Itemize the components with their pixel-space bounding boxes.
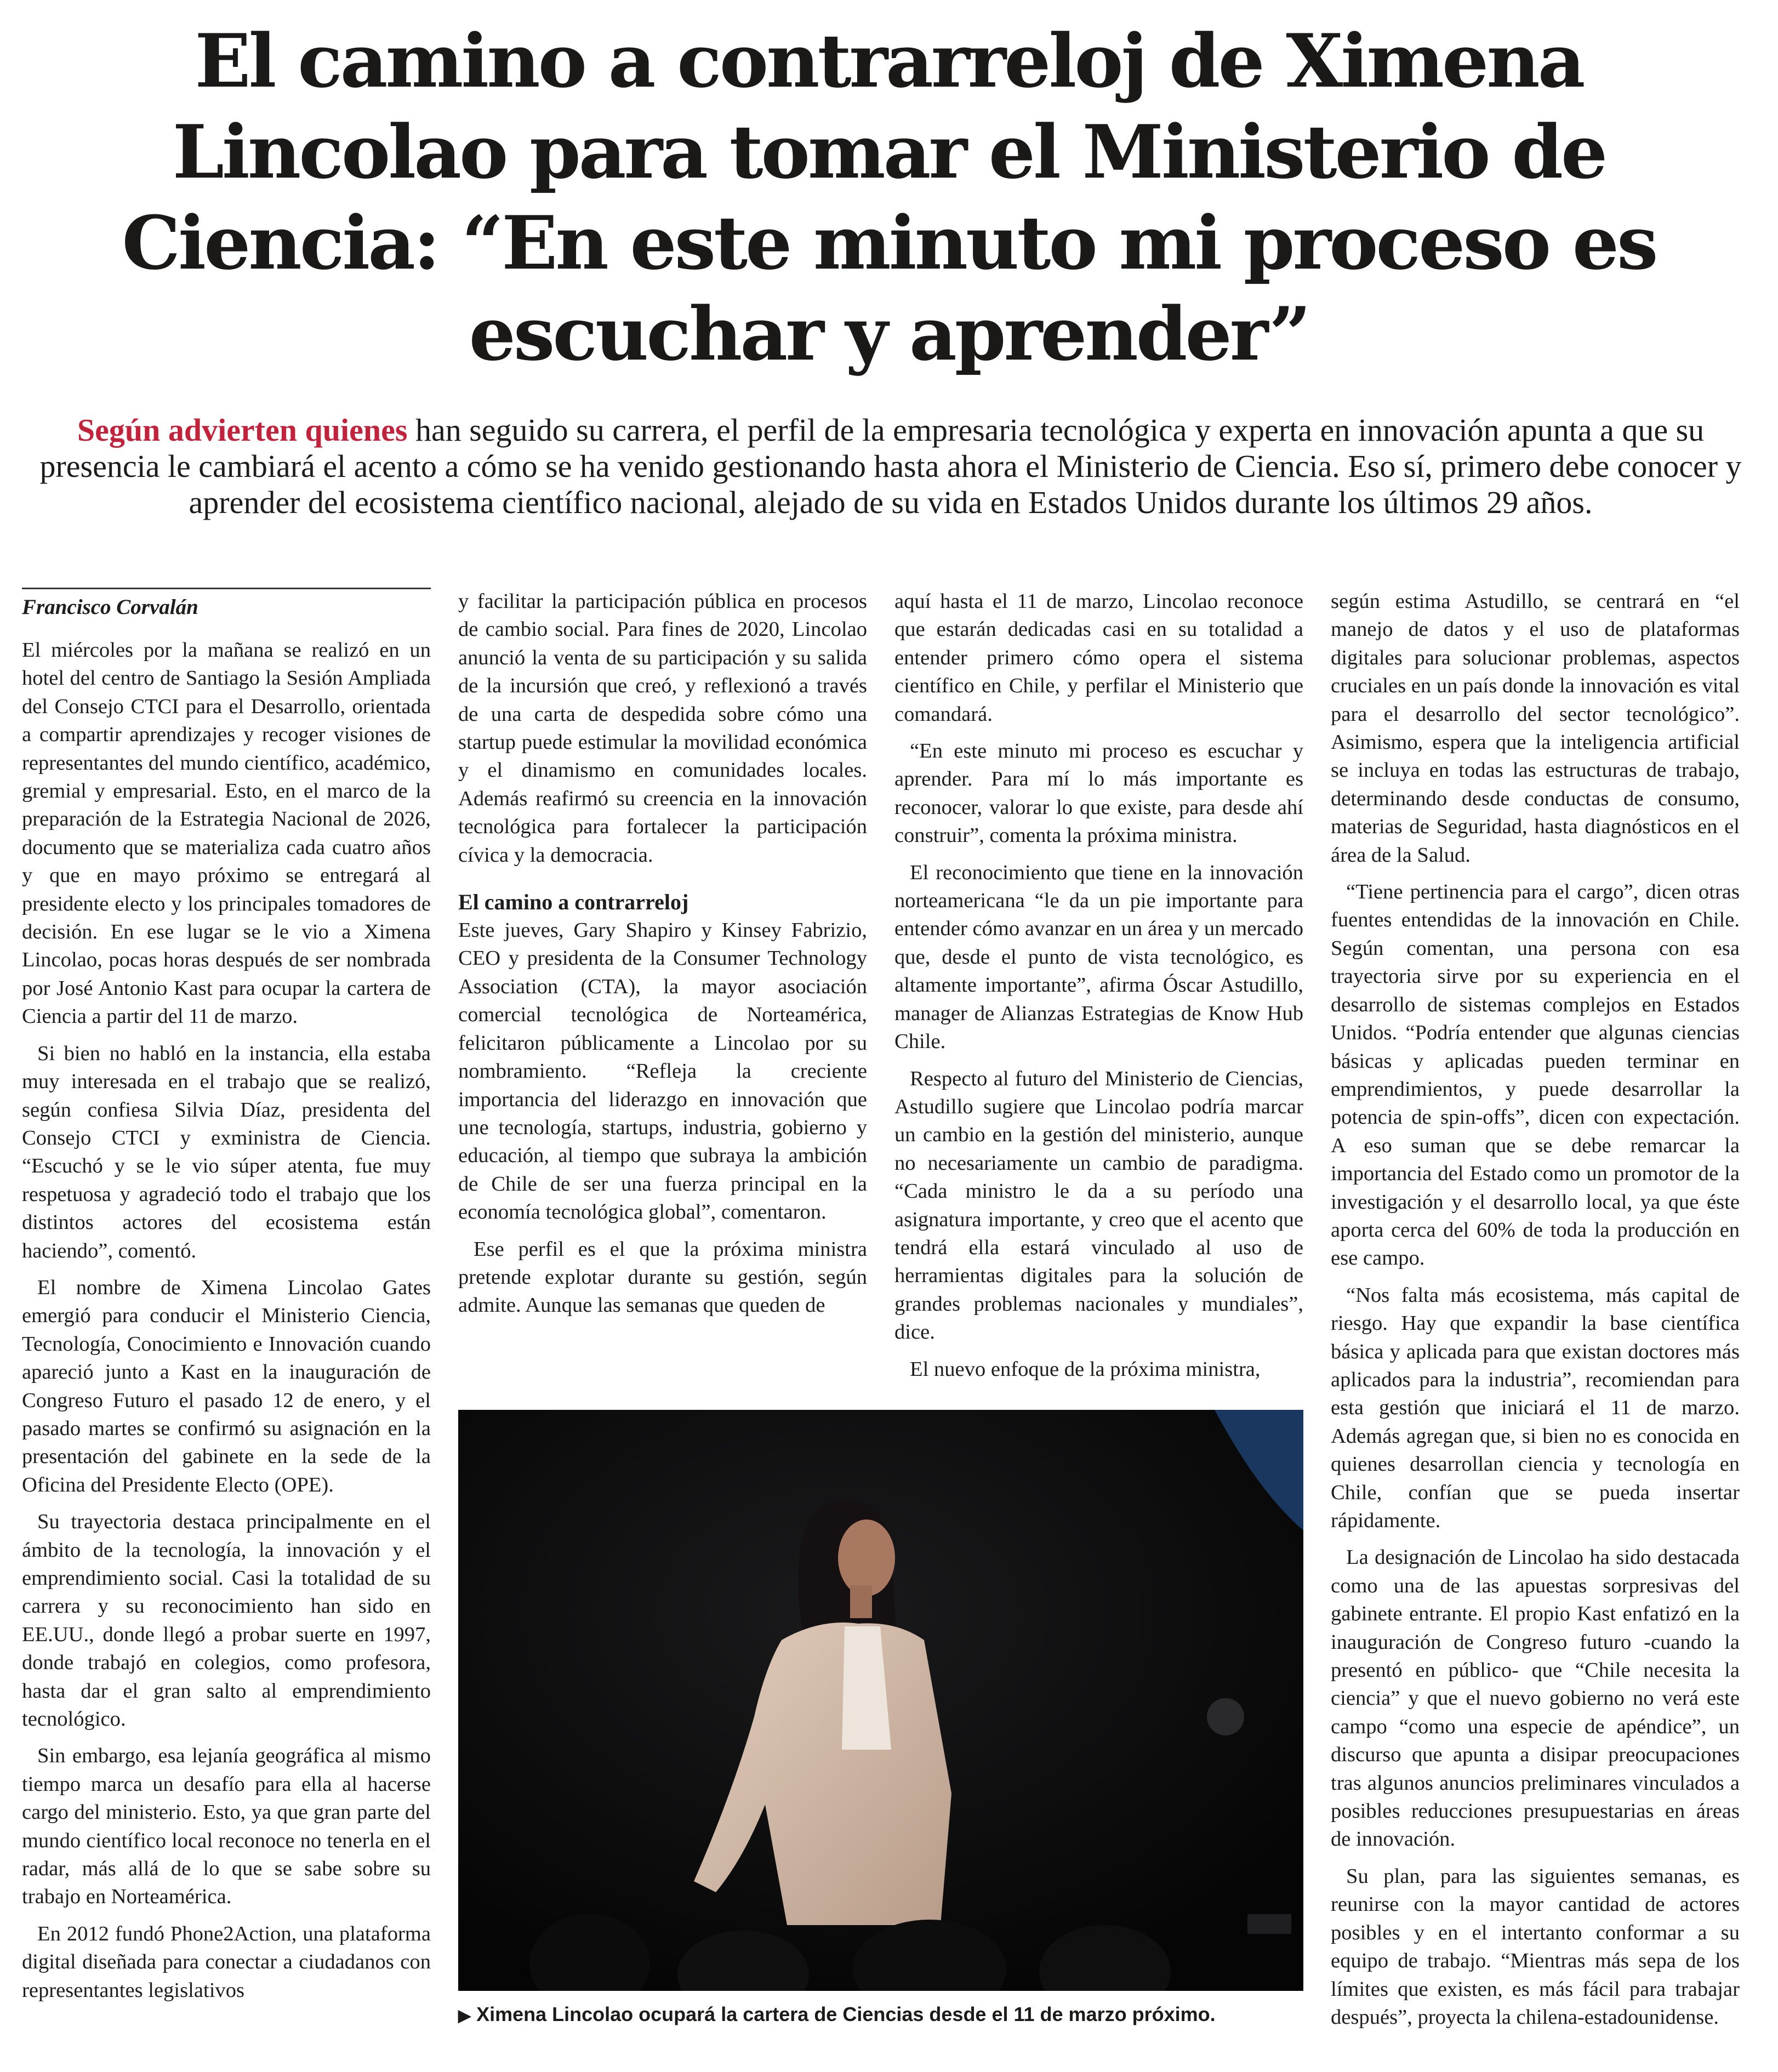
photo: [458, 1410, 1303, 1991]
caption-text: Ximena Lincolao ocupará la cartera de Ciencias desde el 11 de marzo próximo.: [476, 2003, 1216, 2025]
paragraph: En 2012 fundó Phone2Action, una plataforma digital diseñada para conectar a ciudadanos con representantes legislativos: [22, 1922, 431, 2002]
stage-logo-icon: [1247, 1914, 1291, 1934]
caption-marker-icon: ▶: [458, 2007, 471, 2025]
paragraph: La designación de Lincolao ha sido destacada como una de las apuestas sorpresivas del gabinete entrante. El propio Kast enfatizó en la inauguración de Congreso futuro -cuando la presentó en público- que “Chile necesita la ciencia” y que el nuevo gobierno no verá este campo “como una especie de apéndice”, un discurso que apunta a disipar preocupaciones tras algunos anuncios preliminares vinculados a posibles reducciones presupuestarias en áreas de innovación.: [1331, 1546, 1740, 1851]
column-2: [458, 588, 867, 1329]
subheading: El camino a contrarreloj: [458, 890, 689, 915]
paragraph: Ese perfil es el que la próxima ministra pretende explotar durante su gestión, según admite. Aunque las semanas que queden de: [458, 1237, 867, 1317]
paragraph: “Nos falta más ecosistema, más capital de riesgo. Hay que expandir la base científica básica y aplicada para que existan doctores más aplicados para la industria”, recomiendan para esta gestión que iniciará el 11 de marzo. Además agregan que, si bien no es conocida en quienes desarrollan ciencia y tecnología en Chile, confían que se pueda insertar rápidamente.: [1331, 1283, 1740, 1532]
photo-caption: [458, 2002, 1313, 2029]
column-1: [22, 588, 431, 2013]
paragraph: Respecto al futuro del Ministerio de Ciencias, Astudillo sugiere que Lincolao podría marcar un cambio en la gestión del ministerio, aunque no necesariamente un cambio de paradigma. “Cada ministro le da a su período una asignatura importante, y creo que el acento que tendrá ella estará vinculado al uso de herramientas digitales para la solución de grandes problemas nacionales y mundiales”, dice.: [894, 1067, 1303, 1344]
paragraph: Sin embargo, esa lejanía geográfica al mismo tiempo marca un desafío para ella al hacerse cargo del ministerio. Esto, ya que gran parte del mundo científico local reconoce no tenerla en el radar, más allá de lo que se sabe sobre su trabajo en Norteamérica.: [22, 1744, 431, 1909]
face-icon: [838, 1519, 895, 1596]
paragraph: El miércoles por la mañana se realizó en un hotel del centro de Santiago la Sesión Ampliada del Consejo CTCI para el Desarrollo, orientada a compartir aprendizajes y recoger visiones de representantes del mundo científico, académico, gremial y empresarial. Esto, en el marco de la preparación de la Estrategia Nacional de 2026, documento que se materializa cada cuatro años y que en mayo próximo se entregará al presidente electo y los principales tomadores de decisión. En ese lugar se le vio a Ximena Lincolao, pocas horas después de ser nombrada por José Antonio Kast para ocupar la cartera de Ciencia a partir del 11 de marzo.: [22, 639, 431, 1028]
dek-text: han seguido su carrera, el perfil de la empresaria tecnológica y experta en innovación apunta a que su presencia le cambiará el acento a cómo se ha venido gestionando hasta ahora el Ministerio de Ciencia. Eso sí, primero debe conocer y aprender del ecosistema científico nacional, alejado de su vida en Estados Unidos durante los últimos 29 años.: [39, 412, 1742, 520]
paragraph: Si bien no habló en la instancia, ella estaba muy interesada en el trabajo que se realizó, según confiesa Silvia Díaz, presidenta del Consejo CTCI y exministra de Ciencia. “Escuchó y se le vio súper atenta, fue muy respetuosa y agradeció todo el trabajo que los distintos actores del ecosistema están haciendo”, comentó.: [22, 1041, 431, 1262]
paragraph: aquí hasta el 11 de marzo, Lincolao reconoce que estarán dedicadas casi en su totalidad a entender primero cómo opera el sistema científico en Chile, y perfilar el Ministerio que comandará.: [894, 590, 1303, 726]
stage-light-icon: [1207, 1698, 1244, 1735]
paragraph: “Tiene pertinencia para el cargo”, dicen otras fuentes entendidas de la innovación en Chile. Según comentan, una persona con esa trayectoria sirve por su experiencia en el desarrollo de sistemas complejos en Estados Unidos. “Podría entender que algunas ciencias básicas y aplicadas pueden terminar en emprendimientos, y puede desarrollar la potencia de spin-offs”, dicen con expectación. A eso suman que se debe remarcar la importancia del Estado como un promotor de la investigación y el desarrollo local, ya que éste aporta cerca del 60% de toda la producción en ese campo.: [1331, 880, 1740, 1270]
paragraph: El nuevo enfoque de la próxima ministra,: [910, 1357, 1261, 1381]
paragraph: y facilitar la participación pública en procesos de cambio social. Para fines de 2020, Lincolao anunció la venta de su participación y su salida de la incursión que creó, y reflexionó a través de una carta de despedida sobre cómo una startup puede estimular la movilidad económica y el dinamismo en comunidades locales. Además reafirmó su creencia en la innovación tecnológica para fortalecer la participación cívica y la democracia.: [458, 590, 867, 867]
paragraph: Este jueves, Gary Shapiro y Kinsey Fabrizio, CEO y presidenta de la Consumer Technology Association (CTA), la mayor asociación comercial tecnológica de Norteamérica, felicitaron públicamente a Lincolao por su nombramiento. “Refleja la creciente importancia del liderazgo en innovación que une tecnología, startups, industria, gobierno y educación, al tiempo que subraya la ambición de Chile de ser una fuerza principal en la economía tecnológica global”, comentaron.: [458, 919, 867, 1224]
paragraph: Su plan, para las siguientes semanas, es reunirse con la mayor cantidad de actores posibles y en el intertanto conformar a su equipo de trabajo. “Mientras más sepa de los límites que existen, es más fácil para trabajar después”, proyecta la chilena-estadounidense.: [1331, 1864, 1740, 2029]
headline: El camino a contrarreloj de Ximena Lincolao para tomar el Ministerio de Ciencia: “En este minuto mi proceso es escuchar y aprender”: [122, 18, 1656, 377]
byline: Francisco Corvalán: [22, 588, 431, 621]
paragraph: El reconocimiento que tiene en la innovación norteamericana “le da un pie importante para entender cómo avanzar en un área y un mercado que, desde el punto de vista tecnológico, es altamente importante”, afirma Óscar Astudillo, manager de Alianzas Estrategias de Know Hub Chile.: [894, 861, 1303, 1054]
paragraph: según estima Astudillo, se centrará en “el manejo de datos y el uso de plataformas digitales para solucionar problemas, aspectos cruciales en un país donde la innovación es vital para el desarrollo del sector tecnológico”. Asimismo, espera que la inteligencia artificial se incluya en todas las estructuras de trabajo, determinando desde conductas de consumo, materias de Seguridad, hasta diagnósticos en el área de la Salud.: [1331, 590, 1740, 867]
paragraph: Su trayectoria destaca principalmente en el ámbito de la tecnología, la innovación y el emprendimiento social. Casi la totalidad de su carrera y su reconocimiento han sido en EE.UU., donde llegó a probar suerte en 1997, donde trabajó en colegios, como profesora, hasta dar el gran salto al emprendimiento tecnológico.: [22, 1510, 431, 1731]
paragraph: El nombre de Ximena Lincolao Gates emergió para conducir el Ministerio Ciencia, Tecnología, Conocimiento e Innovación cuando apareció junto a Kast en la inauguración de Congreso Futuro el pasado 12 de enero, y el pasado martes se confirmó su asignación en la presentación del gabinete en la sede de la Oficina del Presidente Electo (OPE).: [22, 1276, 431, 1496]
photo-illustration: [458, 1410, 1303, 1991]
dek: [27, 412, 1754, 521]
column-3: [894, 588, 1303, 1392]
column-4: [1331, 588, 1740, 2040]
dek-lead: Según advierten quienes: [77, 412, 408, 448]
neck-icon: [850, 1585, 872, 1618]
paragraph: “En este minuto mi proceso es escuchar y aprender. Para mí lo más importante es reconocer, valorar lo que existe, para desde ahí construir”, comenta la próxima ministra.: [894, 739, 1303, 847]
